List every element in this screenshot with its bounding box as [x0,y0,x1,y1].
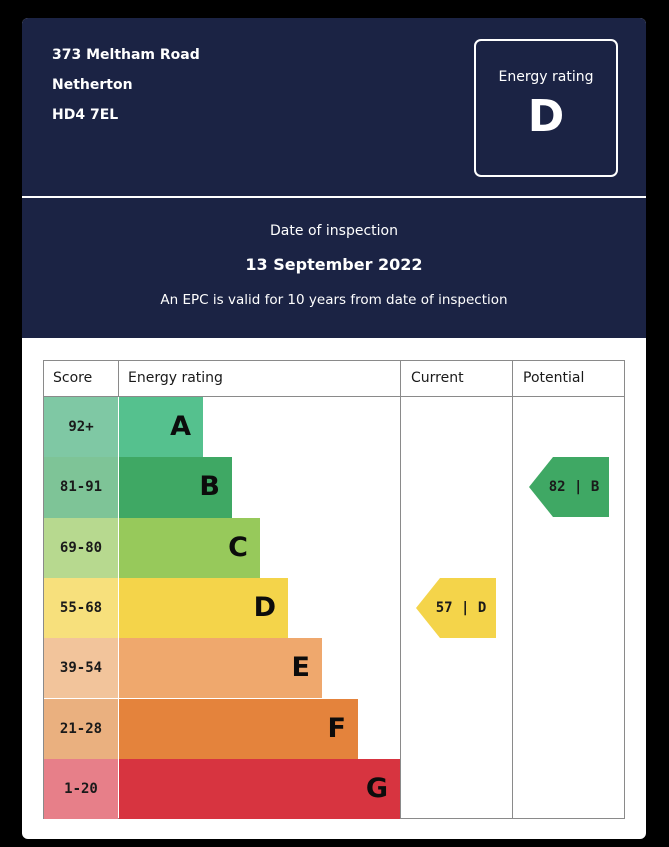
table-border-right [624,360,625,819]
potential-rating-label: 82 | B [548,479,600,496]
table-border-top [43,360,625,361]
current-rating-label: 57 | D [435,599,487,616]
band-letter-c: C [228,531,248,563]
inspection-date-label: Date of inspection [270,223,398,239]
score-range-d: 55-68 [44,578,118,638]
energy-rating-box [474,39,618,177]
address-line-1: 373 Meltham Road [52,47,200,63]
score-column-divider [118,360,119,397]
band-letter-a: A [170,411,191,442]
inspection-section [22,198,646,338]
property-header [22,18,646,196]
band-c [119,518,260,578]
band-d [119,578,288,638]
score-range-f: 21-28 [44,699,118,759]
band-letter-b: B [199,471,220,503]
energy-rating-header: Energy rating [128,370,223,386]
current-column-divider [400,360,401,819]
inspection-date: 13 September 2022 [245,255,423,274]
band-g [119,759,400,819]
band-letter-d: D [253,591,276,623]
address-line-2: Netherton [52,77,133,93]
band-letter-g: G [365,772,388,804]
potential-rating-arrow [529,457,609,517]
energy-rating-table [43,360,625,819]
band-f [119,699,358,759]
score-header: Score [53,370,93,386]
energy-rating-label: Energy rating [498,69,594,85]
current-rating-arrow [416,578,496,638]
validity-note: An EPC is valid for 10 years from date of inspection [160,292,508,308]
band-e [119,638,322,698]
epc-card [22,18,646,839]
potential-header: Potential [523,370,585,386]
address-postcode: HD4 7EL [52,107,119,123]
score-range-g: 1-20 [44,759,118,819]
band-b [119,457,232,517]
score-range-c: 69-80 [44,518,118,578]
band-a [119,397,203,457]
property-address [52,40,200,130]
score-range-b: 81-91 [44,457,118,517]
potential-column-divider [512,360,513,819]
score-range-e: 39-54 [44,638,118,698]
energy-rating-letter: D [527,91,565,142]
current-header: Current [411,370,464,386]
band-letter-f: F [327,712,346,744]
band-letter-e: E [291,652,310,684]
score-range-a: 92+ [44,397,118,457]
